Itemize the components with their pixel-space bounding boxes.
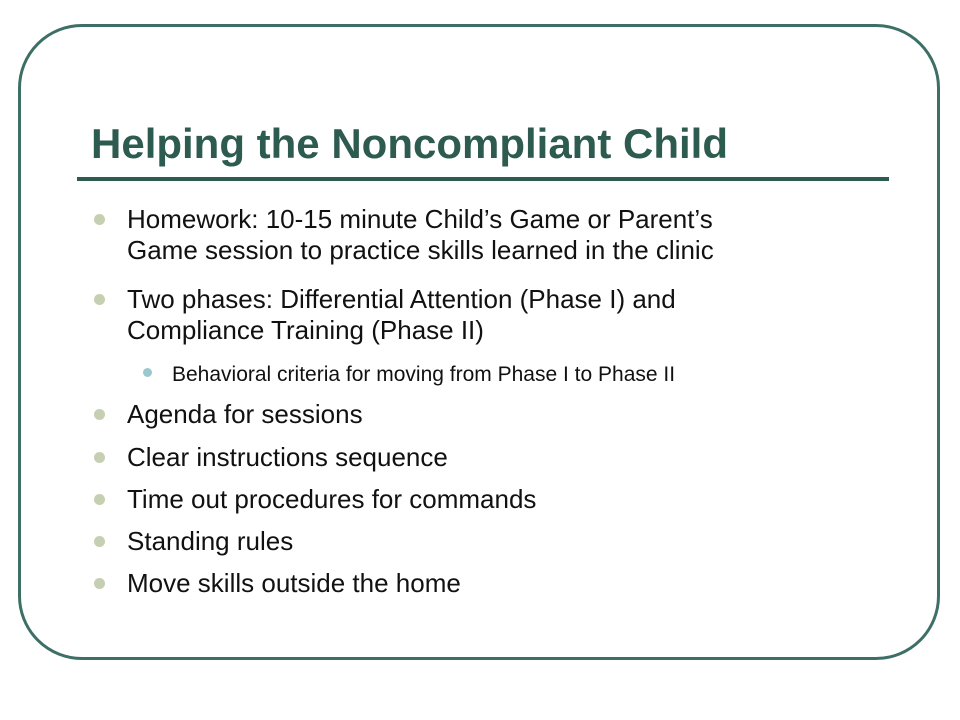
bullet-text-line: Move skills outside the home bbox=[127, 568, 461, 598]
bullet-dot-icon bbox=[94, 494, 105, 505]
bullet-dot-icon bbox=[94, 214, 105, 225]
bullet-dot-icon bbox=[94, 409, 105, 420]
bullet-text-line: Time out procedures for commands bbox=[127, 484, 537, 514]
bullet-two-phases bbox=[127, 284, 676, 346]
title-underline bbox=[77, 177, 889, 181]
bullet-text-line: Game session to practice skills learned in the clinic bbox=[127, 235, 714, 265]
bullet-dot-icon bbox=[94, 536, 105, 547]
bullet-text-line: Homework: 10-15 minute Child’s Game or Parent’s bbox=[127, 204, 713, 234]
bullet-dot-icon bbox=[94, 452, 105, 463]
bullet-clear-instructions bbox=[127, 442, 448, 473]
bullet-standing-rules bbox=[127, 526, 293, 557]
bullet-time-out bbox=[127, 484, 536, 515]
sub-bullet-dot-icon bbox=[143, 368, 152, 377]
bullet-text-line: Clear instructions sequence bbox=[127, 442, 448, 472]
bullet-text-line: Standing rules bbox=[127, 526, 294, 556]
bullet-homework bbox=[127, 204, 714, 266]
sub-bullet-behavioral-criteria bbox=[172, 362, 675, 388]
bullet-text-line: Agenda for sessions bbox=[127, 399, 363, 429]
bullet-text-line: Two phases: Differential Attention (Phase I) and bbox=[127, 284, 676, 314]
sub-bullet-text: Behavioral criteria for moving from Phase I to Phase II bbox=[172, 363, 676, 386]
bullet-move-skills bbox=[127, 568, 461, 599]
bullet-agenda bbox=[127, 399, 363, 430]
bullet-dot-icon bbox=[94, 578, 105, 589]
bullet-dot-icon bbox=[94, 294, 105, 305]
bullet-text-line: Compliance Training (Phase II) bbox=[127, 315, 484, 345]
slide-title: Helping the Noncompliant Child bbox=[91, 120, 728, 167]
